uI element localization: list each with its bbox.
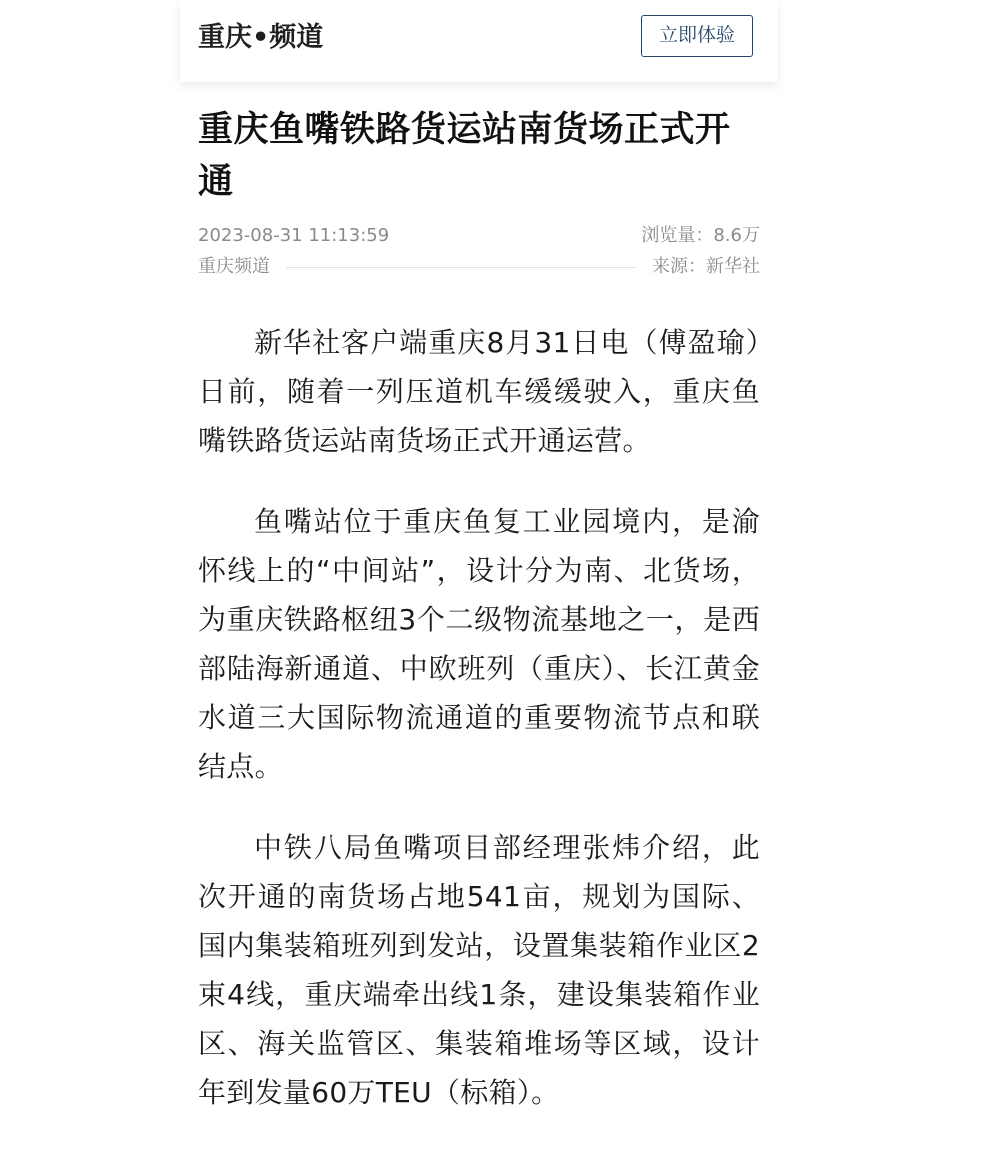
try-now-button[interactable]: 立即体验 bbox=[641, 15, 753, 57]
article bbox=[198, 104, 760, 1149]
channel-brand[interactable]: 重庆•频道 bbox=[198, 22, 324, 53]
publish-datetime: 2023-08-31 11:13:59 bbox=[198, 225, 390, 246]
channel-link[interactable]: 重庆频道 bbox=[198, 256, 270, 277]
article-paragraph: 新华社客户端重庆8月31日电（傅盈瑜）日前，随着一列压道机车缓缓驶入，重庆鱼嘴铁路货运站南货场正式开通运营。 bbox=[198, 326, 760, 457]
article-title: 重庆鱼嘴铁路货运站南货场正式开通 bbox=[198, 110, 731, 202]
article-body bbox=[198, 318, 760, 1117]
top-header-bar bbox=[180, 0, 778, 82]
article-paragraph: 中铁八局鱼嘴项目部经理张炜介绍，此次开通的南货场占地541亩，规划为国际、国内集装箱班列到发站，设置集装箱作业区2束4线，重庆端牵出线1条，建设集装箱作业区、海关监管区、集装箱堆场等区域，设计年到发量60万TEU（标箱）。 bbox=[198, 831, 760, 1109]
article-paragraph: 鱼嘴站位于重庆鱼复工业园境内，是渝怀线上的“中间站”，设计分为南、北货场，为重庆铁路枢纽3个二级物流基地之一，是西部陆海新通道、中欧班列（重庆）、长江黄金水道三大国际物流通道的重要物流节点和联结点。 bbox=[198, 505, 760, 783]
view-count: 浏览量：8.6万 bbox=[641, 225, 760, 246]
meta-divider bbox=[286, 267, 636, 268]
article-source: 来源：新华社 bbox=[652, 256, 760, 277]
article-meta bbox=[198, 224, 760, 288]
